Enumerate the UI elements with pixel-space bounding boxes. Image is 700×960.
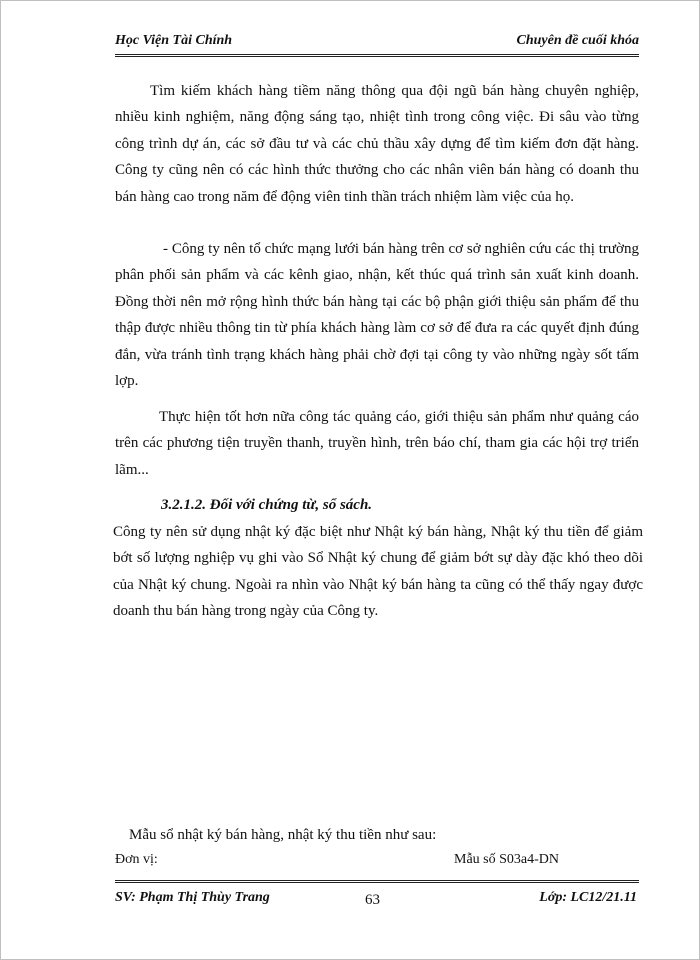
form-intro: Mẫu sổ nhật ký bán hàng, nhật ký thu tiền như sau: bbox=[129, 827, 437, 843]
section-heading: 3.2.1.2. Đối với chứng từ, sổ sách. bbox=[161, 497, 373, 513]
header-rule bbox=[115, 54, 639, 57]
header-institution: Học Viện Tài Chính bbox=[115, 33, 233, 48]
paragraph-sales-network: - Công ty nên tổ chức mạng lưới bán hàng trên cơ sở nghiên cứu các thị trường phân phối sản phẩm và các kênh giao, nhận, kết thúc quá trình sản xuất kinh doanh. Đồng thời nên mở rộng hình thức bán hàng tại các bộ phận giới thiệu sản phẩm để thu thập được nhiều thông tin từ phía khách hàng làm cơ sở để đưa ra các quyết định đúng đắn, vừa tránh tình trạng khách hàng phải chờ đợi tại công ty vào những ngày sốt tấm lợp. bbox=[115, 241, 639, 390]
paragraph-advertising: Thực hiện tốt hơn nữa công tác quảng cáo, giới thiệu sản phẩm như quảng cáo trên các phương tiện truyền thanh, truyền hình, trên báo chí, tham gia các hội trợ triển lãm... bbox=[115, 409, 639, 478]
page-number: 63 bbox=[365, 892, 380, 908]
footer-class: Lớp: LC12/21.11 bbox=[539, 890, 637, 905]
footer-rule bbox=[115, 880, 639, 883]
header-document-type: Chuyên đề cuối khóa bbox=[516, 33, 639, 48]
paragraph-journals: Công ty nên sử dụng nhật ký đặc biệt như Nhật ký bán hàng, Nhật ký thu tiền để giảm bớt số lượng nghiệp vụ ghi vào Sổ Nhật ký chung để giảm bớt sự dày đặc khó theo dõi của Nhật ký chung. Ngoài ra nhìn vào Nhật ký bán hàng ta cũng có thể thấy ngay được doanh thu bán hàng trong ngày của Công ty. bbox=[113, 524, 643, 620]
paragraph-customer-search: Tìm kiếm khách hàng tiềm năng thông qua đội ngũ bán hàng chuyên nghiệp, nhiều kinh nghiệm, năng động sáng tạo, nhiệt tình trong công việc. Đi sâu vào từng công trình dự án, các sở đầu tư và các chủ thầu xây dựng để tìm kiếm đơn đặt hàng. Công ty cũng nên có các hình thức thưởng cho các nhân viên bán hàng có doanh thu bán hàng cao trong năm để động viên tinh thần trách nhiệm làm việc của họ. bbox=[115, 83, 639, 205]
unit-label: Đơn vị: bbox=[115, 852, 158, 867]
footer-student: SV: Phạm Thị Thùy Trang bbox=[115, 890, 270, 905]
form-code: Mẫu số S03a4-DN bbox=[454, 852, 559, 867]
